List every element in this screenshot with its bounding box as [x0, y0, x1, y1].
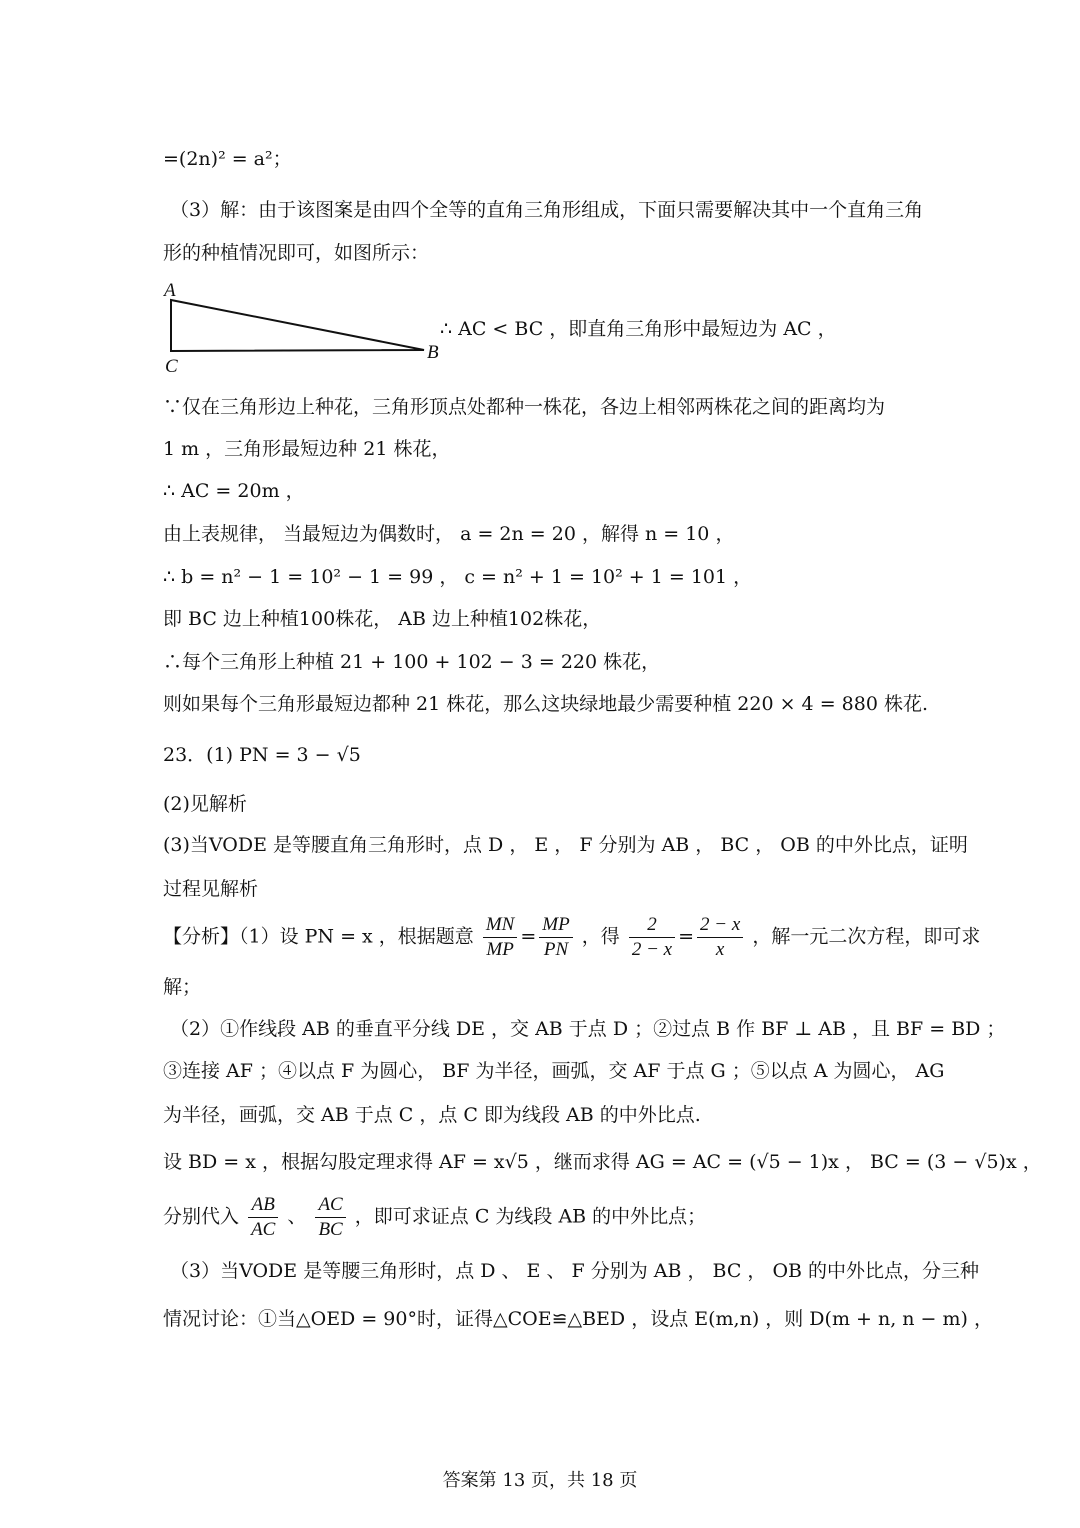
analysis-text: 、	[287, 1205, 307, 1228]
analysis-text: 分别代入	[163, 1205, 240, 1228]
text-line: (3)当VODE 是等腰直角三角形时，点 D ， E ， F 分别为 AB ， BC ， OB 的中外比点，证明	[163, 834, 968, 856]
page-footer: 答案第 13 页，共 18 页	[442, 1470, 638, 1491]
fraction-numerator: MP	[539, 913, 572, 938]
fraction	[483, 913, 518, 962]
fraction	[248, 1193, 278, 1242]
vertex-label-b: B	[427, 342, 439, 363]
triangle-shape	[171, 300, 424, 351]
text-line: ∵仅在三角形边上种花，三角形顶点处都种一株花，各边上相邻两株花之间的距离均为	[163, 396, 886, 418]
text-line: ③连接 AF ；④以点 F 为圆心， BF 为半径，画弧，交 AF 于点 G ；⑤以点 A 为圆心， AG	[163, 1060, 945, 1082]
fraction-numerator: 2	[629, 913, 675, 938]
equation-line: 设 BD = x ，根据勾股定理求得 AF = x√5 ，继而求得 AG = AC = (√5 − 1)x ， BC = (3 − √5)x ，	[163, 1151, 1042, 1173]
analysis-text: ，解一元二次方程，即可求	[752, 925, 981, 948]
question-23-answer: 23．(1) PN = 3 − √5	[163, 744, 361, 766]
analysis-text: ，即可求证点 C 为线段 AB 的中外比点；	[354, 1205, 707, 1228]
text-line: 形的种植情况即可，如图所示：	[163, 242, 430, 264]
text-line: 即 BC 边上种植100株花， AB 边上种植102株花，	[163, 608, 602, 630]
text-line: 解；	[163, 976, 202, 998]
fraction-numerator: 2 − x	[697, 913, 743, 938]
text-line: （3）当VODE 是等腰三角形时，点 D 、 E 、 F 分别为 AB ， BC ， OB 的中外比点，分三种	[170, 1260, 980, 1282]
fraction	[315, 1193, 345, 1242]
analysis-line	[163, 1193, 706, 1242]
equation-line: ∴ b = n² − 1 = 10² − 1 = 99 ， c = n² + 1 = 10² + 1 = 101 ，	[163, 566, 753, 588]
fraction-denominator: PN	[543, 938, 569, 960]
equation-line: =(2n)² = a²；	[163, 148, 292, 170]
fraction-denominator: MP	[486, 938, 514, 960]
analysis-line: 【分析】（1）设 PN = x ，根据题意 $\frac{MN}{MP}$ = $\frac{MP}{PN}$ ，得 $\frac{2}{2 - x}$ = $\frac{2 - x}{x}$ ，解一元二次方程，即可求	[163, 914, 981, 960]
text-line: 情况讨论：①当△OED = 90°时，证得△COE≌△BED ，设点 E(m,n) ，则 D(m + n, n − m) ，	[163, 1308, 993, 1330]
text-line: ∴每个三角形上种植 21 + 100 + 102 − 3 = 220 株花，	[163, 651, 661, 673]
fraction	[539, 913, 572, 962]
text-line: （3）解：由于该图案是由四个全等的直角三角形组成，下面只需要解决其中一个直角三角	[170, 199, 924, 221]
analysis-text: 【分析】（1）设 PN = x ，根据题意	[163, 925, 474, 948]
fraction-numerator: AB	[248, 1193, 278, 1218]
text-line: (2)见解析	[163, 793, 247, 815]
vertex-label-a: A	[164, 280, 176, 301]
fraction-denominator: 2 − x	[631, 938, 673, 960]
fraction-numerator: AC	[315, 1193, 345, 1218]
text-line: 则如果每个三角形最短边都种 21 株花，那么这块绿地最少需要种植 220 × 4 = 880 株花.	[163, 693, 928, 715]
text-line: （2）①作线段 AB 的垂直平分线 DE ，交 AB 于点 D ；②过点 B 作 BF ⊥ AB ，且 BF = BD ；	[170, 1018, 1006, 1040]
text-line: 由上表规律， 当最短边为偶数时， a = 2n = 20 ，解得 n = 10 ，	[163, 523, 735, 545]
analysis-text: ，得	[581, 925, 620, 948]
text-line: 过程见解析	[163, 878, 259, 900]
text-line: ∴ AC = 20m ，	[163, 480, 305, 502]
text-line: 为半径，画弧，交 AB 于点 C ，点 C 即为线段 AB 的中外比点.	[163, 1104, 701, 1126]
fraction-numerator: MN	[483, 913, 518, 938]
fraction-denominator: AC	[251, 1218, 276, 1240]
vertex-label-c: C	[165, 356, 178, 377]
fraction-denominator: BC	[318, 1218, 343, 1240]
right-triangle-figure	[160, 278, 450, 378]
text-line: 1 m ，三角形最短边种 21 株花，	[163, 438, 451, 460]
fraction	[697, 913, 743, 962]
fraction-denominator: x	[715, 938, 725, 960]
text-line: ∴ AC < BC ，即直角三角形中最短边为 AC ，	[440, 318, 837, 340]
fraction	[629, 913, 675, 962]
